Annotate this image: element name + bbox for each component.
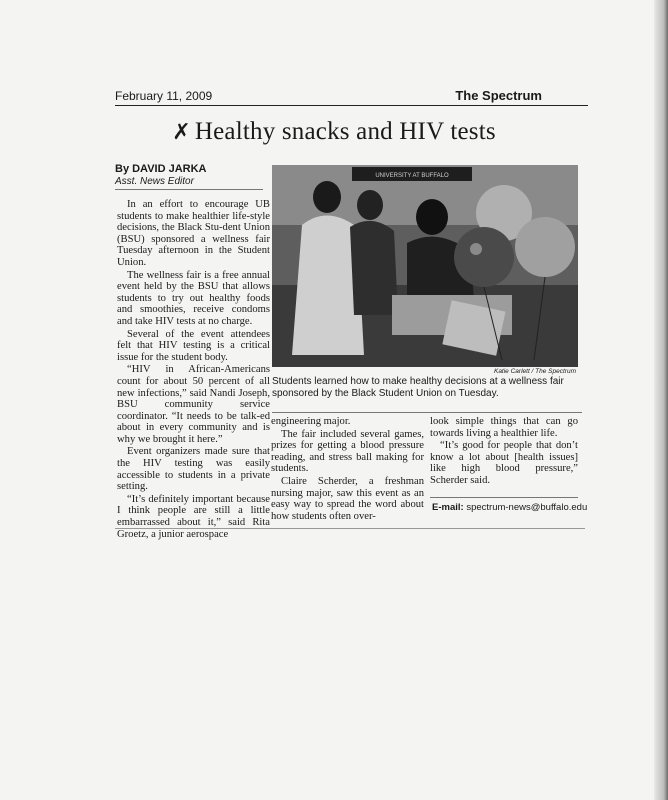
photo-illustration [272,165,578,367]
article-photo [272,165,578,367]
article-column-2 [271,416,424,523]
issue-date: February 11, 2009 [115,89,213,103]
paragraph: The wellness fair is a free annual event held by the BSU that allows students to try out healthy foods and smoothies, receive condoms and take HIV tests at no charge. [117,269,270,327]
photo-caption: Students learned how to make healthy decisions at a wellness fair sponsored by the Black Student Union on Tuesday. [272,376,564,399]
publication-name: The Spectrum [455,88,542,103]
author-title: Asst. News Editor [115,176,194,187]
article-column-3 [430,416,578,488]
contact-email [432,502,587,513]
caption-rule [272,412,582,413]
photo-banner-text: UNIVERSITY AT BUFFALO [375,173,449,179]
paragraph: Claire Scherder, a freshman nursing major, saw this event as an easy way to spread the word about how students often over- [271,475,424,522]
paragraph: Event organizers made sure that the HIV testing was easily accessible to students in a private setting. [117,446,270,493]
paragraph-continuation: engineering major. [271,416,351,427]
headline [0,118,668,146]
photo-credit: Katie Carlett / The Spectrum [493,368,576,375]
article-bottom-rule [115,528,585,529]
headline-text: Healthy snacks and HIV tests [194,118,496,145]
paragraph-continuation: look simple things that can go towards living a healthier life. [430,416,578,439]
paragraph: “HIV in African-Americans count for about 50 percent of all new infections,” said Nandi Joseph, BSU community service coordinator. “It needs to be talk-ed about in every community and is why we brought it here.” [117,364,270,445]
paragraph: “It’s good for people that don’t know a lot about [health issues] like high blood pressure,” Scherder said. [430,440,578,486]
handwritten-mark: ✗ [172,119,191,144]
masthead [115,89,588,106]
byline-rule [115,189,263,190]
email-label: E-mail: [432,502,464,513]
paragraph: In an effort to encourage UB students to make healthier life-style decisions, the Black Stu-dent Union (BSU) sponsored a wellness fair Tuesday afternoon in the Student Union. [117,199,270,268]
author-name: By DAVID JARKA [115,163,207,175]
email-address: spectrum-news@buffalo.edu [466,502,588,513]
paragraph: The fair included several games, prizes for getting a blood pressure reading, and stress ball making for students. [271,428,424,475]
email-rule [430,497,578,498]
article-column-1 [117,199,270,541]
paragraph: “It’s definitely important because I think people are still a little embarrassed about it,” said Rita Groetz, a junior aerospace [117,493,270,540]
paragraph: Several of the event attendees felt that HIV testing is a critical issue for the student body. [117,328,270,363]
byline [115,163,206,187]
